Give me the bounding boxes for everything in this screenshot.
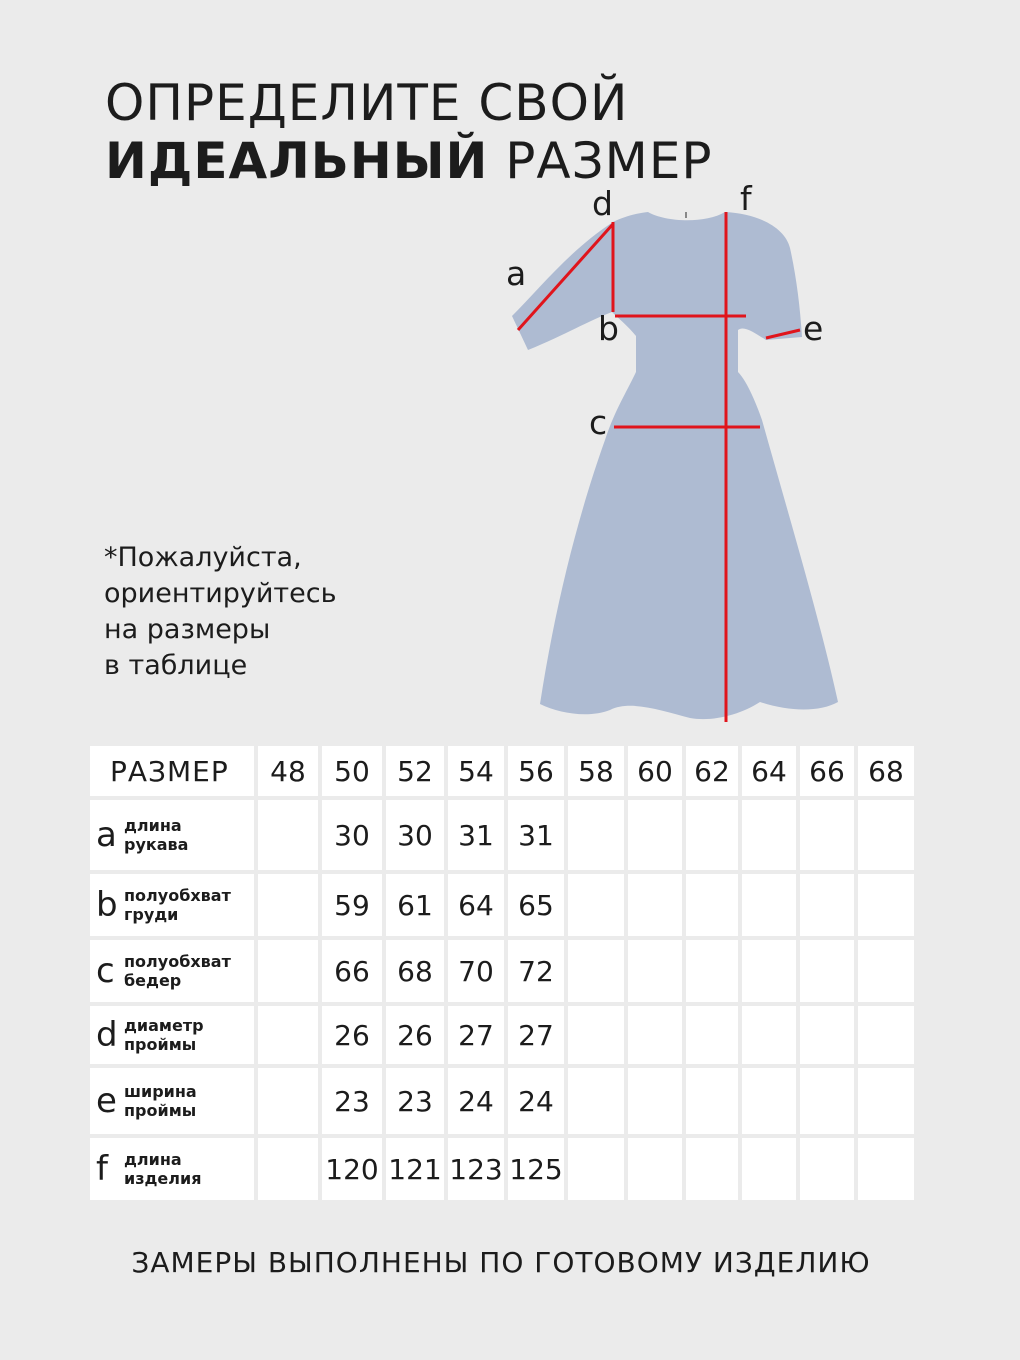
table-cell (742, 874, 796, 936)
title-bold-word: ИДЕАЛЬНЫЙ (105, 132, 489, 190)
table-cell: 23 (322, 1068, 382, 1134)
row-description-line: рукава (124, 835, 189, 854)
table-cell (800, 874, 854, 936)
row-description (122, 952, 231, 990)
row-label (90, 800, 254, 870)
table-cell (258, 1068, 318, 1134)
table-cell (258, 874, 318, 936)
table-cell (568, 874, 624, 936)
row-label-content (90, 952, 254, 990)
table-cell: 26 (322, 1006, 382, 1064)
table-cell (258, 800, 318, 870)
table-cell (800, 940, 854, 1002)
size-table (86, 742, 918, 1204)
table-cell: 59 (322, 874, 382, 936)
row-description-line: длина (124, 1150, 182, 1169)
row-label (90, 1006, 254, 1064)
table-cell (568, 1138, 624, 1200)
header-size: 60 (628, 746, 682, 796)
table-row (90, 1006, 914, 1064)
header-size: 68 (858, 746, 914, 796)
table-cell (686, 1138, 738, 1200)
table-cell (258, 1006, 318, 1064)
title-line-1: ОПРЕДЕЛИТЕ СВОЙ (105, 74, 629, 132)
header-size: 50 (322, 746, 382, 796)
note-line-2: ориентируйтесь (104, 578, 337, 609)
label-e: e (803, 309, 824, 348)
table-cell (628, 800, 682, 870)
footer-note: ЗАМЕРЫ ВЫПОЛНЕНЫ ПО ГОТОВОМУ ИЗДЕЛИЮ (131, 1246, 871, 1279)
row-description (122, 886, 231, 924)
table-cell (686, 1068, 738, 1134)
table-cell (800, 800, 854, 870)
row-description (122, 1082, 197, 1120)
header-size: 58 (568, 746, 624, 796)
note-line-4: в таблице (104, 650, 248, 681)
table-row (90, 874, 914, 936)
note-line-1: *Пожалуйста, (104, 542, 302, 573)
header-size-label: РАЗМЕР (90, 746, 254, 796)
row-label-content (90, 1082, 254, 1120)
row-letter: a (96, 815, 117, 855)
table-cell (742, 1006, 796, 1064)
row-description-line: диаметр (124, 1016, 204, 1035)
table-cell: 27 (508, 1006, 564, 1064)
table-cell: 30 (386, 800, 444, 870)
label-b: b (598, 309, 619, 348)
header-size: 48 (258, 746, 318, 796)
label-a: a (506, 254, 527, 293)
table-cell: 27 (448, 1006, 504, 1064)
table-cell (858, 1006, 914, 1064)
table-cell (800, 1068, 854, 1134)
row-description (122, 1016, 204, 1054)
table-row (90, 1138, 914, 1200)
table-cell: 24 (508, 1068, 564, 1134)
table-cell: 120 (322, 1138, 382, 1200)
table-cell: 66 (322, 940, 382, 1002)
table-cell: 26 (386, 1006, 444, 1064)
table-cell (686, 874, 738, 936)
row-letter: f (96, 1149, 108, 1189)
table-cell (858, 800, 914, 870)
row-description-line: проймы (124, 1101, 197, 1120)
header-size: 56 (508, 746, 564, 796)
table-cell: 31 (448, 800, 504, 870)
table-row (90, 800, 914, 870)
table-cell (628, 1068, 682, 1134)
row-description-line: ширина (124, 1082, 197, 1101)
note-line-3: на размеры (104, 614, 271, 645)
table-cell (258, 1138, 318, 1200)
table-cell (686, 1006, 738, 1064)
table-cell (742, 1068, 796, 1134)
row-description-line: полуобхват (124, 952, 231, 971)
table-cell (686, 940, 738, 1002)
table-cell (742, 800, 796, 870)
row-description-line: бедер (124, 971, 182, 990)
header-size: 64 (742, 746, 796, 796)
table-cell (858, 1068, 914, 1134)
table-row (90, 940, 914, 1002)
table-cell: 68 (386, 940, 444, 1002)
label-c: c (589, 403, 608, 442)
row-description (122, 816, 188, 854)
table-cell: 72 (508, 940, 564, 1002)
table-cell (628, 874, 682, 936)
table-cell (628, 1138, 682, 1200)
row-letter: c (96, 951, 115, 991)
row-description-line: проймы (124, 1035, 197, 1054)
table-cell (858, 940, 914, 1002)
table-cell (742, 1138, 796, 1200)
row-label (90, 1138, 254, 1200)
row-description-line: груди (124, 905, 179, 924)
row-letter: b (96, 885, 118, 925)
table-cell (568, 1068, 624, 1134)
table-cell: 30 (322, 800, 382, 870)
row-label (90, 874, 254, 936)
row-label-content (90, 1150, 254, 1188)
header-size: 52 (386, 746, 444, 796)
row-label-content (90, 816, 254, 854)
row-letter: d (96, 1015, 118, 1055)
table-cell: 70 (448, 940, 504, 1002)
row-description-line: изделия (124, 1169, 202, 1188)
header-size: 66 (800, 746, 854, 796)
table-cell: 125 (508, 1138, 564, 1200)
table-row (90, 1068, 914, 1134)
table-header-row (90, 746, 914, 796)
table-cell (800, 1006, 854, 1064)
table-cell: 24 (448, 1068, 504, 1134)
row-label (90, 940, 254, 1002)
label-d: d (592, 184, 613, 223)
header-size: 62 (686, 746, 738, 796)
header-size: 54 (448, 746, 504, 796)
row-description (122, 1150, 201, 1188)
table-cell: 31 (508, 800, 564, 870)
table-cell (568, 1006, 624, 1064)
table-cell (568, 940, 624, 1002)
table-cell (258, 940, 318, 1002)
table-cell (628, 1006, 682, 1064)
row-label (90, 1068, 254, 1134)
label-f: f (740, 179, 752, 218)
title-rest: РАЗМЕР (488, 132, 713, 190)
table-cell (858, 1138, 914, 1200)
table-cell (568, 800, 624, 870)
row-description-line: длина (124, 816, 182, 835)
row-label-content (90, 1016, 254, 1054)
dress-silhouette (512, 212, 838, 719)
table-cell (800, 1138, 854, 1200)
size-table-wrap (86, 742, 918, 1204)
table-cell (686, 800, 738, 870)
table-cell: 123 (448, 1138, 504, 1200)
table-cell (628, 940, 682, 1002)
table-cell: 61 (386, 874, 444, 936)
table-cell: 23 (386, 1068, 444, 1134)
table-cell: 64 (448, 874, 504, 936)
row-letter: e (96, 1081, 117, 1121)
table-cell: 121 (386, 1138, 444, 1200)
table-cell (742, 940, 796, 1002)
table-cell (858, 874, 914, 936)
table-cell: 65 (508, 874, 564, 936)
row-label-content (90, 886, 254, 924)
row-description-line: полуобхват (124, 886, 231, 905)
